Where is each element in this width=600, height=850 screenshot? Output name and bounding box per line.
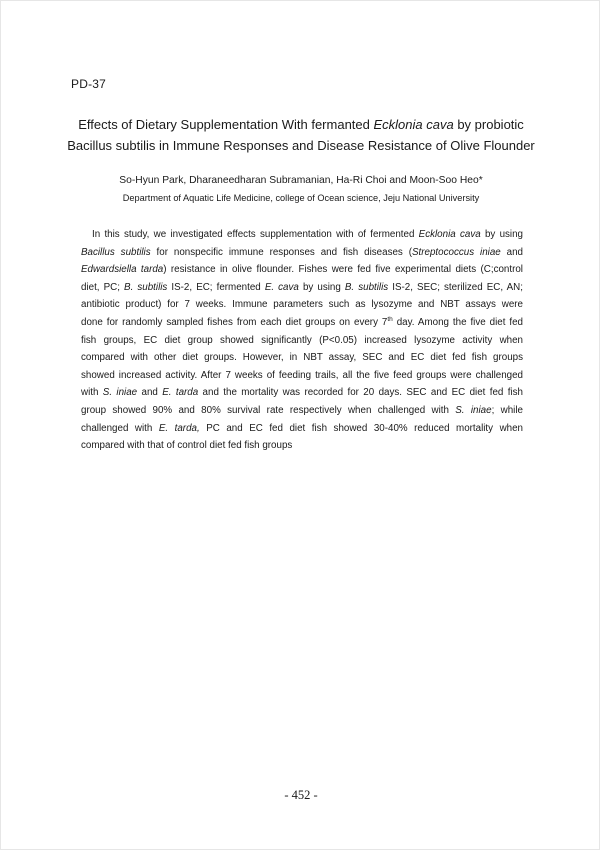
text-run: by using — [298, 281, 345, 293]
text-run: done for randomly sampled fishes from each diet groups on every 7 — [81, 316, 388, 328]
text-run: by using — [480, 229, 523, 240]
abstract-line — [81, 420, 523, 438]
superscript: th — [387, 315, 393, 323]
abstract-line: fish groups, EC diet group showed significantly (P<0.05) increased lysozyme activity when — [81, 334, 523, 346]
text-run: IS-2, EC; fermented — [167, 281, 265, 293]
text-run: and — [500, 246, 523, 258]
paper-code: PD-37 — [71, 77, 107, 91]
italic-run: E. tarda — [162, 387, 199, 399]
page-number: - 452 - — [284, 788, 318, 802]
text-run: In this study, we investigated effects supplementation with of fermented — [92, 229, 419, 240]
abstract-line — [81, 402, 523, 420]
abstract-line — [81, 261, 523, 279]
abstract-line — [81, 244, 523, 262]
abstract-line: compared with that of control diet fed fish groups — [81, 440, 293, 452]
text-run: diet, PC; — [81, 281, 125, 293]
text-run: challenged with — [81, 422, 159, 434]
text-run: and — [137, 387, 163, 399]
title-line-1 — [61, 115, 541, 136]
text-run: IS-2, SEC; sterilized EC, AN; — [388, 281, 523, 293]
abstract-line: compared with other diet groups. However, in NBT assay, SEC and EC diet fed fish groups — [81, 352, 523, 364]
abstract-line — [81, 314, 523, 332]
text-run: PC and EC fed diet fish showed 30-40% reduced mortality when — [199, 422, 523, 434]
abstract-body — [81, 226, 523, 455]
italic-run: Bacillus subtilis — [81, 246, 151, 258]
italic-run: Streptococcus iniae — [412, 246, 501, 258]
text-run: ) resistance in olive flounder. Fishes were fed five experimental diets (C;control — [163, 264, 523, 276]
italic-run: S. iniae — [455, 404, 492, 416]
italic-run: Ecklonia cava — [418, 229, 481, 240]
paper-title — [61, 115, 541, 156]
title-text: by probiotic — [453, 117, 524, 132]
abstract-line — [81, 384, 523, 402]
title-line-2: Bacillus subtilis in Immune Responses and Disease Resistance of Olive Flounder — [67, 137, 535, 153]
text-run: for nonspecific immune responses and fish diseases ( — [150, 246, 413, 258]
abstract-line: showed increased activity. After 7 weeks of feeding trails, all the five feed groups were challenged — [81, 369, 523, 381]
text-run: ; while — [491, 404, 523, 416]
italic-run: B. subtilis — [344, 281, 389, 293]
abstract-line — [81, 279, 523, 297]
italic-run: E. cava — [264, 281, 299, 293]
author-list: So-Hyun Park, Dharaneedharan Subramanian, Ha-Ri Choi and Moon-Soo Heo* — [119, 175, 483, 186]
text-run: day. Among the five diet fed — [392, 316, 523, 328]
title-text: Effects of Dietary Supplementation With fermanted — [78, 117, 374, 132]
text-run: group showed 90% and 80% survival rate respectively when challenged with — [81, 404, 456, 416]
text-run: with — [81, 387, 103, 399]
title-italic-text: Ecklonia cava — [373, 117, 454, 132]
italic-run: Edwardsiella tarda — [81, 264, 164, 276]
italic-run: E. tarda, — [158, 422, 200, 434]
text-run: and the mortality was recorded for 20 days. SEC and EC diet fed fish — [198, 387, 523, 399]
abstract-line — [81, 226, 523, 244]
abstract-line: antibiotic product) for 7 weeks. Immune parameters such as lysozyme and NBT assays were — [81, 299, 523, 311]
italic-run: B. subtilis — [124, 281, 168, 293]
italic-run: S. iniae — [102, 387, 138, 399]
affiliation: Department of Aquatic Life Medicine, college of Ocean science, Jeju National University — [122, 193, 480, 203]
